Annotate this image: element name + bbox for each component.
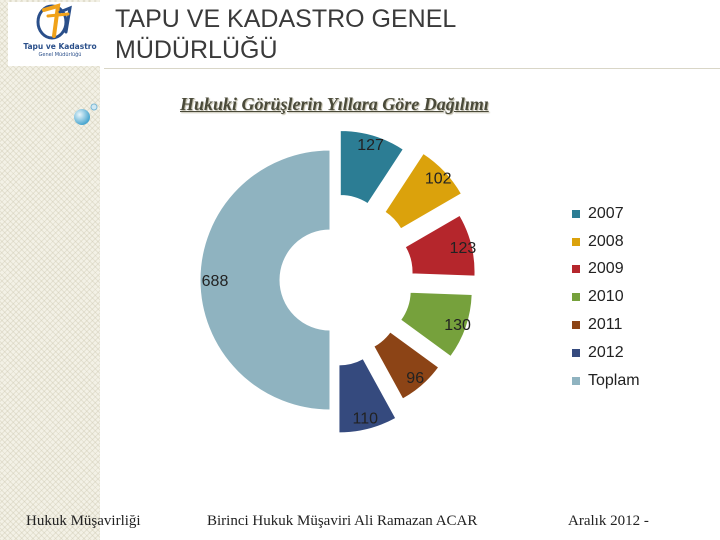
data-label-2007: 127 xyxy=(357,136,384,154)
legend-label: 2008 xyxy=(588,232,624,250)
legend-swatch xyxy=(572,377,580,385)
footer-center: Birinci Hukuk Müşaviri Ali Ramazan ACAR xyxy=(207,513,478,529)
data-label-2009: 123 xyxy=(449,239,477,257)
data-label-2008: 102 xyxy=(424,170,452,188)
legend-swatch xyxy=(572,349,580,357)
legend-swatch xyxy=(572,321,580,329)
legend-label: 2012 xyxy=(588,343,624,361)
legend-item-2011 xyxy=(572,311,640,339)
donut-slice-2008 xyxy=(385,153,461,228)
legend-item-2008 xyxy=(572,228,640,256)
chart-legend xyxy=(572,200,640,395)
donut-slice-2011 xyxy=(374,332,439,399)
logo-text: Tapu ve Kadastro xyxy=(23,42,97,51)
legend-label: 2011 xyxy=(588,316,623,334)
legend-swatch xyxy=(572,265,580,273)
legend-label: 2009 xyxy=(588,260,624,278)
legend-label: 2010 xyxy=(588,288,624,306)
data-label-Toplam: 688 xyxy=(201,273,229,290)
legend-swatch xyxy=(572,210,580,218)
chart-title: Hukuki Görüşlerin Yıllara Göre Dağılımı xyxy=(180,94,489,114)
page-title: TAPU VE KADASTRO GENEL MÜDÜRLÜĞÜ xyxy=(115,5,457,64)
legend-item-2009 xyxy=(572,256,640,284)
footer-left: Hukuk Müşavirliği xyxy=(26,513,141,529)
data-label-2012: 110 xyxy=(352,410,379,428)
legend-item-2007 xyxy=(572,200,640,228)
legend-label: Toplam xyxy=(588,371,640,389)
legend-label: 2007 xyxy=(588,204,624,222)
legend-item-2012 xyxy=(572,339,640,367)
legend-swatch xyxy=(572,293,580,301)
data-label-2010: 130 xyxy=(444,317,471,335)
footer-right: Aralık 2012 - xyxy=(568,513,649,529)
data-label-2011: 96 xyxy=(406,369,425,387)
legend-item-Toplam xyxy=(572,367,640,395)
logo-subtext: Genel Müdürlüğü xyxy=(38,52,82,58)
legend-swatch xyxy=(572,238,580,246)
legend-item-2010 xyxy=(572,283,640,311)
